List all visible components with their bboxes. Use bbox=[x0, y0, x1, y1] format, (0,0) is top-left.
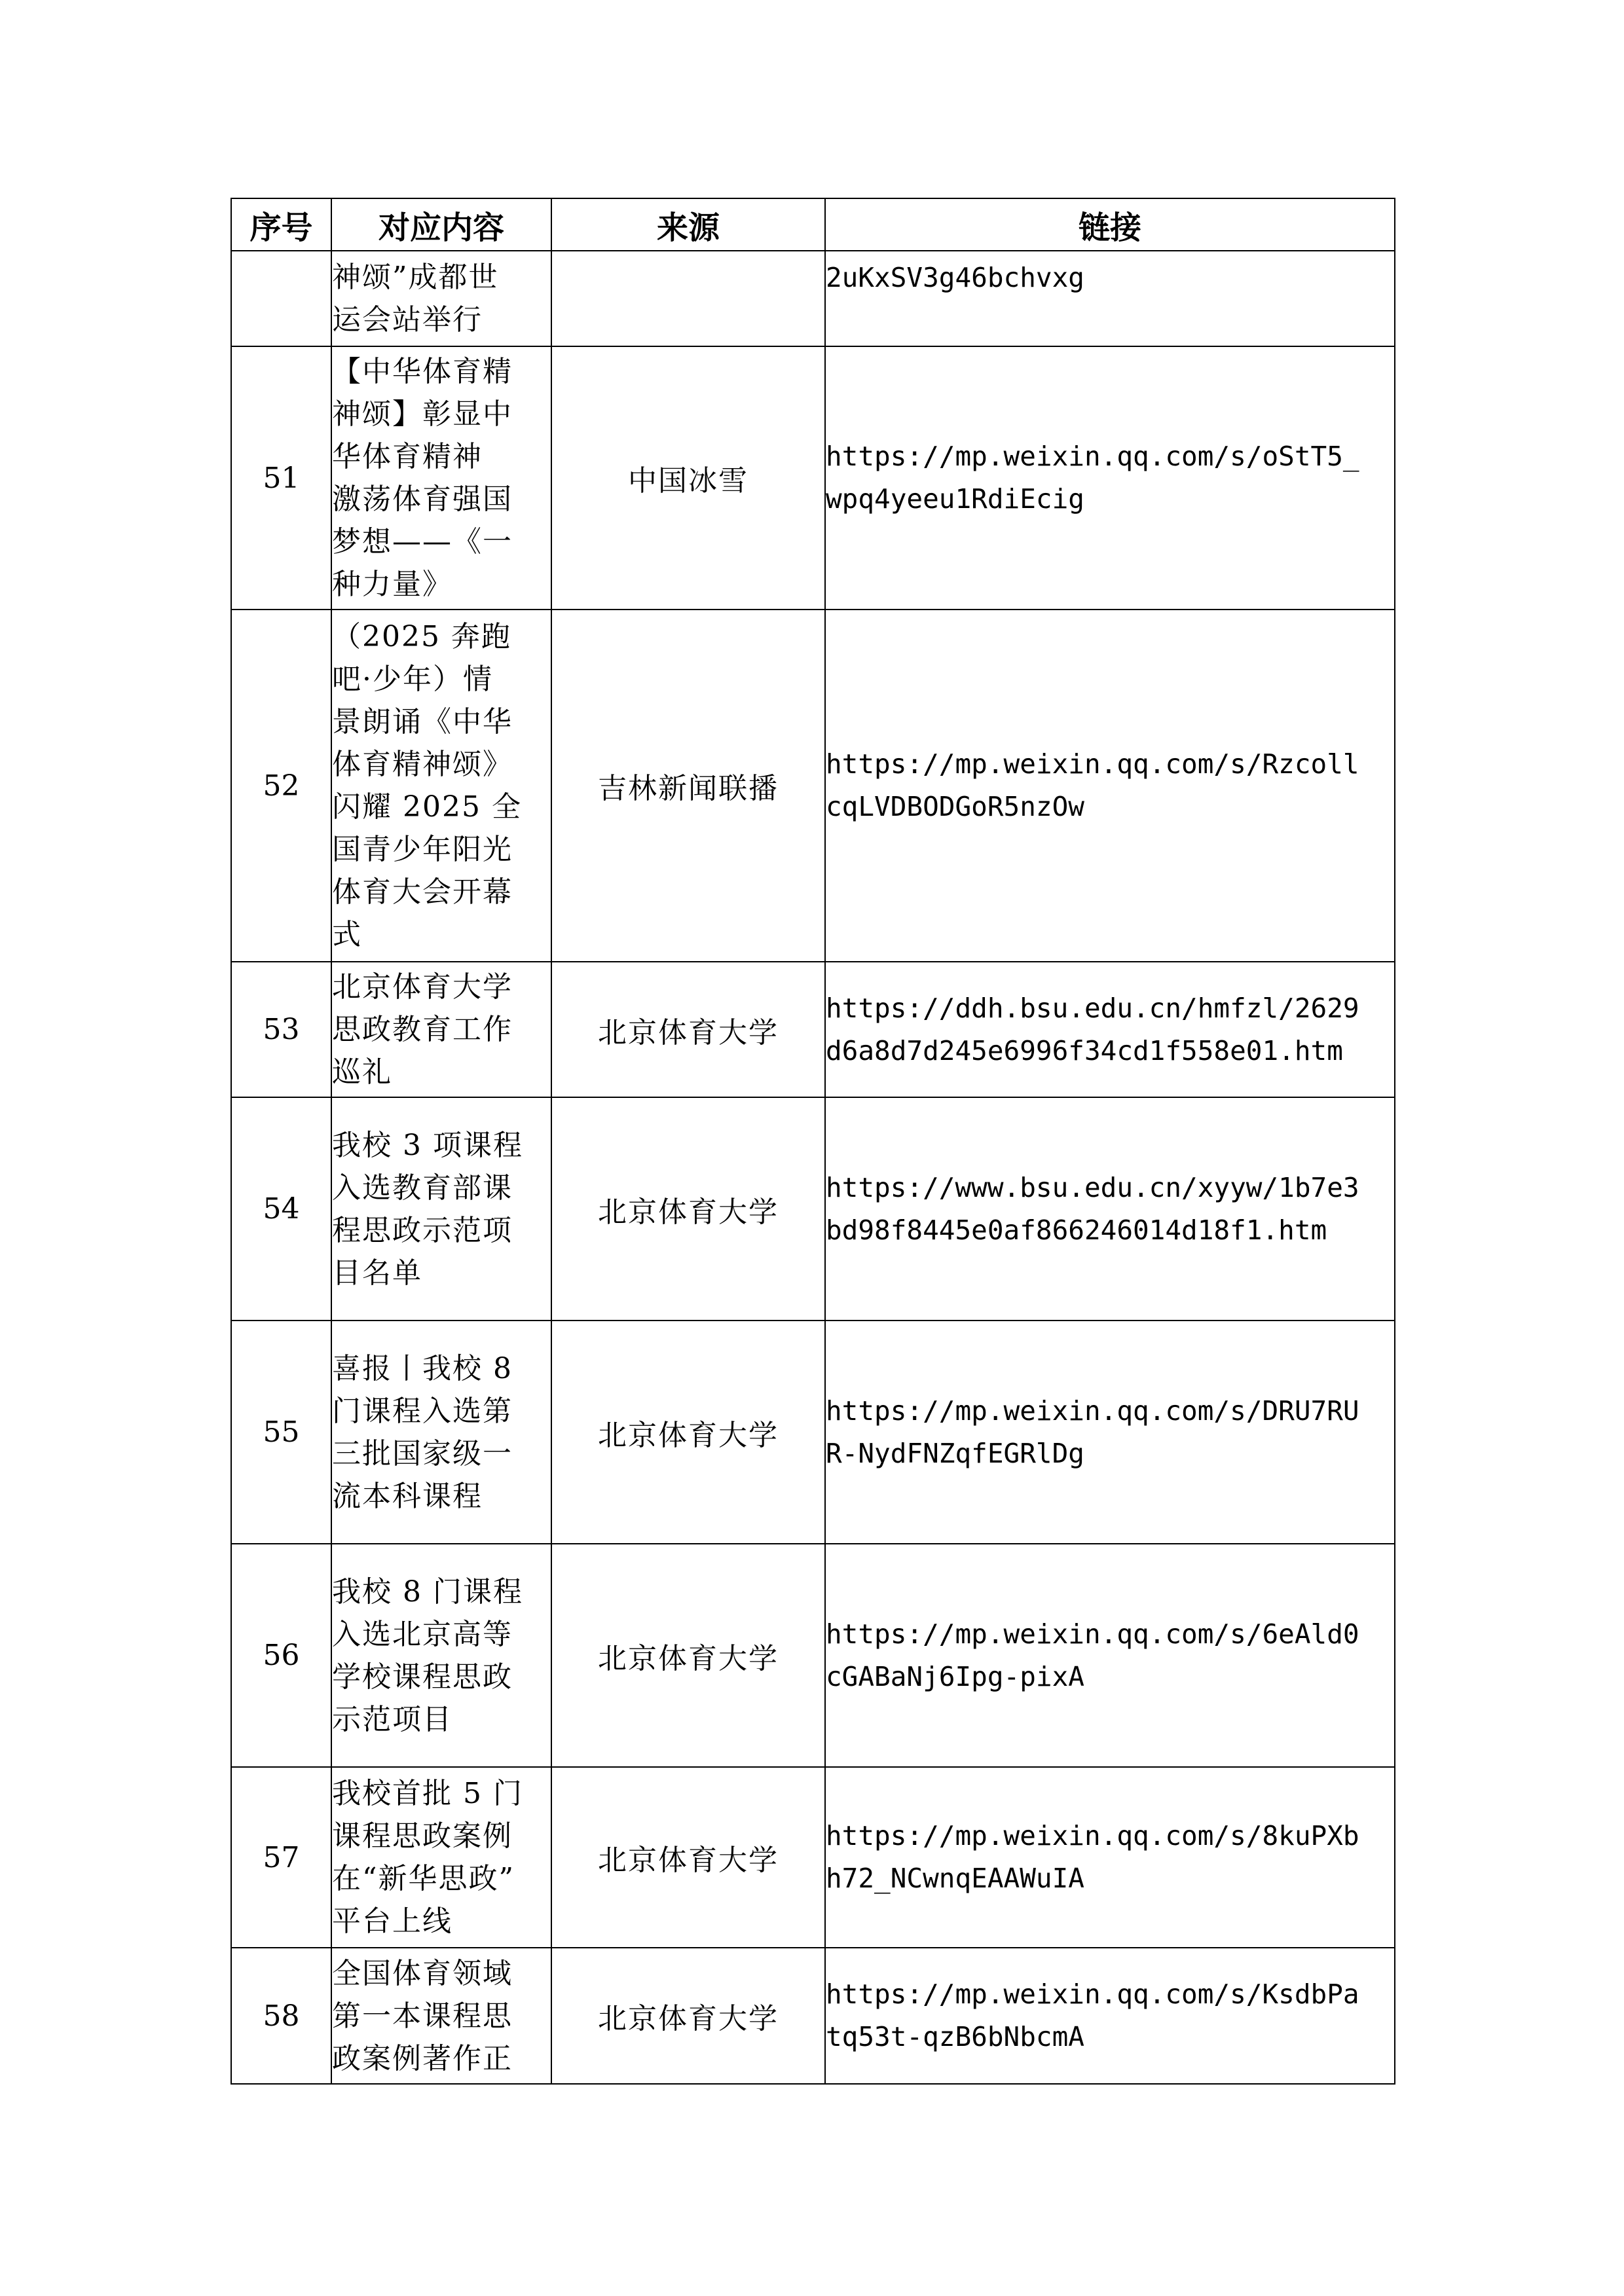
table-row bbox=[231, 251, 1395, 346]
row-link[interactable]: https://mp.weixin.qq.com/s/6eAld0 cGABaNj6Ipg-pixA bbox=[825, 1544, 1395, 1767]
table-row bbox=[231, 610, 1395, 962]
row-seq: 58 bbox=[231, 1948, 331, 2084]
row-content: 我校首批 5 门 课程思政案例 在“新华思政” 平台上线 bbox=[331, 1767, 551, 1948]
row-content: 我校 8 门课程 入选北京高等 学校课程思政 示范项目 bbox=[331, 1544, 551, 1767]
row-source: 北京体育大学 bbox=[551, 962, 825, 1097]
row-source: 北京体育大学 bbox=[551, 1948, 825, 2084]
table-row bbox=[231, 1544, 1395, 1767]
row-content: 我校 3 项课程 入选教育部课 程思政示范项 目名单 bbox=[331, 1097, 551, 1321]
table-row bbox=[231, 962, 1395, 1097]
row-source: 北京体育大学 bbox=[551, 1097, 825, 1321]
row-content: 全国体育领域 第一本课程思 政案例著作正 bbox=[331, 1948, 551, 2084]
row-source: 北京体育大学 bbox=[551, 1321, 825, 1544]
row-link[interactable]: https://mp.weixin.qq.com/s/8kuPXb h72_NCwnqEAAWuIA bbox=[825, 1767, 1395, 1948]
row-content: 喜报丨我校 8 门课程入选第 三批国家级一 流本科课程 bbox=[331, 1321, 551, 1544]
row-seq: 52 bbox=[231, 610, 331, 962]
row-seq: 51 bbox=[231, 346, 331, 610]
table-row bbox=[231, 1321, 1395, 1544]
row-link[interactable]: https://mp.weixin.qq.com/s/KsdbPa tq53t-qzB6bNbcmA bbox=[825, 1948, 1395, 2084]
row-source: 北京体育大学 bbox=[551, 1544, 825, 1767]
table-row bbox=[231, 1948, 1395, 2084]
row-seq: 53 bbox=[231, 962, 331, 1097]
row-source: 北京体育大学 bbox=[551, 1767, 825, 1948]
row-content: （2025 奔跑 吧·少年）情 景朗诵《中华 体育精神颂》 闪耀 2025 全 国青少年阳光 体育大会开幕 式 bbox=[331, 610, 551, 962]
row-link[interactable]: https://mp.weixin.qq.com/s/Rzcoll cqLVDBODGoR5nzOw bbox=[825, 610, 1395, 962]
row-content: 【中华体育精 神颂】彰显中 华体育精神 激荡体育强国 梦想——《一 种力量》 bbox=[331, 346, 551, 610]
row-link[interactable]: https://www.bsu.edu.cn/xyyw/1b7e3 bd98f8445e0af866246014d18f1.htm bbox=[825, 1097, 1395, 1321]
header-source: 来源 bbox=[551, 198, 825, 251]
table-row bbox=[231, 346, 1395, 610]
row-source: 中国冰雪 bbox=[551, 346, 825, 610]
row-link[interactable]: https://mp.weixin.qq.com/s/DRU7RU R-NydFNZqfEGRlDg bbox=[825, 1321, 1395, 1544]
row-seq: 54 bbox=[231, 1097, 331, 1321]
header-row bbox=[231, 198, 1395, 251]
row-content: 神颂”成都世 运会站举行 bbox=[331, 251, 551, 346]
row-content: 北京体育大学 思政教育工作 巡礼 bbox=[331, 962, 551, 1097]
header-seq: 序号 bbox=[231, 198, 331, 251]
table-row bbox=[231, 1097, 1395, 1321]
table-row bbox=[231, 1767, 1395, 1948]
row-seq: 56 bbox=[231, 1544, 331, 1767]
header-content: 对应内容 bbox=[331, 198, 551, 251]
row-link[interactable]: https://ddh.bsu.edu.cn/hmfzl/2629 d6a8d7d245e6996f34cd1f558e01.htm bbox=[825, 962, 1395, 1097]
header-link: 链接 bbox=[825, 198, 1395, 251]
row-seq: 57 bbox=[231, 1767, 331, 1948]
row-seq: 55 bbox=[231, 1321, 331, 1544]
reference-table bbox=[231, 198, 1395, 2085]
row-link[interactable]: 2uKxSV3g46bchvxg bbox=[825, 251, 1395, 346]
row-link[interactable]: https://mp.weixin.qq.com/s/oStT5_ wpq4yeeu1RdiEcig bbox=[825, 346, 1395, 610]
row-source bbox=[551, 251, 825, 346]
row-seq bbox=[231, 251, 331, 346]
row-source: 吉林新闻联播 bbox=[551, 610, 825, 962]
